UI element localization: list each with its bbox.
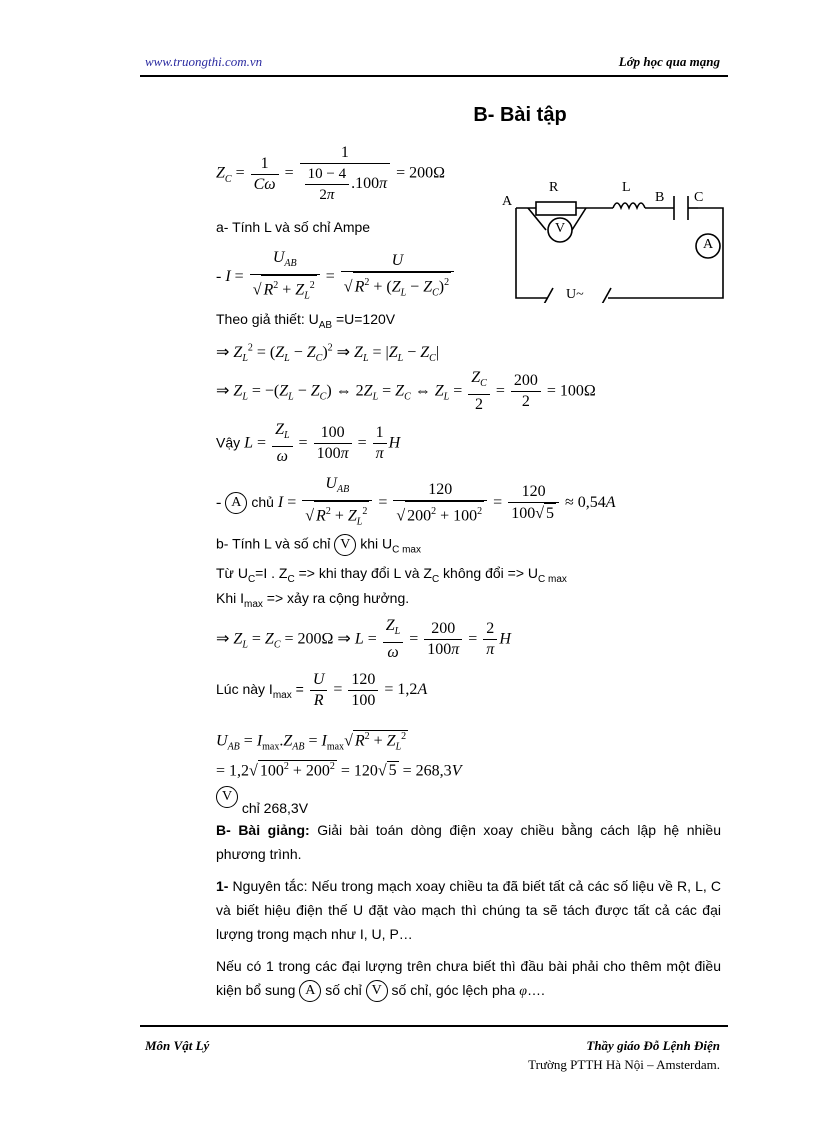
ammeter-icon: A [225, 492, 247, 514]
school-name: Trường PTTH Hà Nội – Amsterdam. [528, 1057, 720, 1072]
ammeter-result: - A chủ I = $\frac{U_{AB}}{√ R^2 + Z_L^2}$ = $\frac{120}{√ 200^2 + 100^2}$ = $\frac{120}{100√ 5}$ ≈ 0,54A [216, 474, 616, 533]
premise-line: Theo giả thiết: $U_{AB} =U=120V$ [216, 311, 396, 331]
voltmeter-icon: V [334, 534, 356, 556]
subject-name: Môn Vật Lý [145, 1038, 210, 1053]
derivation-1: ⇒ $Z_L^2 = (Z_L - Z_C)^2$ ⇒ $Z_L = |Z_L - Z_C|$ [216, 342, 440, 365]
course-title: Lớp học qua mạng [618, 54, 720, 69]
teacher-name: Thầy giáo Đỗ Lệnh Điện [586, 1038, 720, 1053]
part-b-heading: b- Tính L và số chỉ V khi $U_{C max}$ [216, 535, 421, 556]
from-line: Từ $U_C=I$ . $Z_C$ => khi thay đổi L và $Z_C$ không đổi => $U_{C max}$ [216, 565, 567, 585]
lecture-heading: B- Bài giảng: Giải bài toán dòng điện xoay chiều bằng cách lập hệ nhiều phương trình. [216, 822, 721, 862]
resonance-line: Khi $I_{max}$ => xảy ra cộng hưởng. [216, 590, 410, 610]
page-title: B- Bài tập [473, 104, 567, 126]
current-formula: - I = $\frac{U_{AB}}{√ R^2 + Z_L^2}$ = $\frac{U}{√ R^2 + (Z_L - Z_C)^2}$ [216, 248, 456, 307]
voltmeter-reading: V chỉ 268,3V [216, 786, 308, 808]
derivation-2: ⇒ $Z_L = -(Z_L - Z_C)$ ⇔ $2Z_L = Z_C$ ⇔ $Z_L$ = $\frac{Z_C}{2}$ = $\frac{200}{2}$ = 100Ω [216, 369, 596, 414]
ammeter-label: A [703, 237, 714, 252]
uab-value: = 1,2√ $100^2 + 200^2 = 120√$ 5 = 268,3V [216, 761, 462, 780]
imax-value: Lúc này $I_{max}$ = $\frac{U}{R}$ = $\frac{120}{100}$ = 1,2A [216, 671, 428, 709]
voltmeter-icon-2: V [216, 786, 238, 808]
part-a-heading: a- Tính L và số chỉ Ampe [216, 219, 371, 235]
footer-rule [140, 1025, 728, 1027]
site-url[interactable]: www.truongthi.com.vn [145, 54, 263, 69]
principle-paragraph: 1- Nguyên tắc: Nếu trong mạch xoay chiều ta đã biết tất cả các số liệu về R, L, C và biết hiệu điện thế U đặt vào mạch thì chúng ta sẽ tách được tất cả các đại lượng trong mạch như I, U, P… [216, 878, 721, 942]
zc-formula: $Z_C$ = $\frac{1}{C\omega}$ = 1 $\frac{10 - 4}{2\pi}$ .100π = 200Ω [216, 144, 446, 203]
circuit-label-l: L [622, 180, 631, 195]
uab-formula: $U_{AB} = I_{max}.Z_{AB} = I_{max}√$ $R^2 + Z_L^2$ [216, 731, 407, 753]
voltmeter-label: V [555, 221, 566, 236]
source-label: U~ [566, 287, 584, 302]
resonance-derivation: ⇒ $Z_L = Z_C = 200\Omega$ ⇒ L = $\frac{Z_L}{\omega}$ = $\frac{200}{100\pi}$ = $\frac{2}{\pi}$ H [216, 617, 511, 662]
header-rule [140, 75, 728, 77]
circuit-label-b: B [655, 190, 665, 205]
inductance-result: Vậy L = $\frac{Z_L}{\omega}$ = $\frac{100}{100\pi}$ = $\frac{1}{\pi}$ H [216, 421, 401, 466]
ammeter-icon-2: A [299, 980, 321, 1002]
circuit-label-c: C [694, 190, 704, 205]
condition-paragraph: Nếu có 1 trong các đại lượng trên chưa biết thì đầu bài phải cho thêm một điều kiện bổ sung A số chỉ V số chỉ, góc lệch pha φ…. [216, 954, 721, 1004]
voltmeter-icon-3: V [366, 980, 388, 1002]
circuit-label-r: R [549, 180, 559, 195]
circuit-label-a: A [502, 194, 513, 209]
